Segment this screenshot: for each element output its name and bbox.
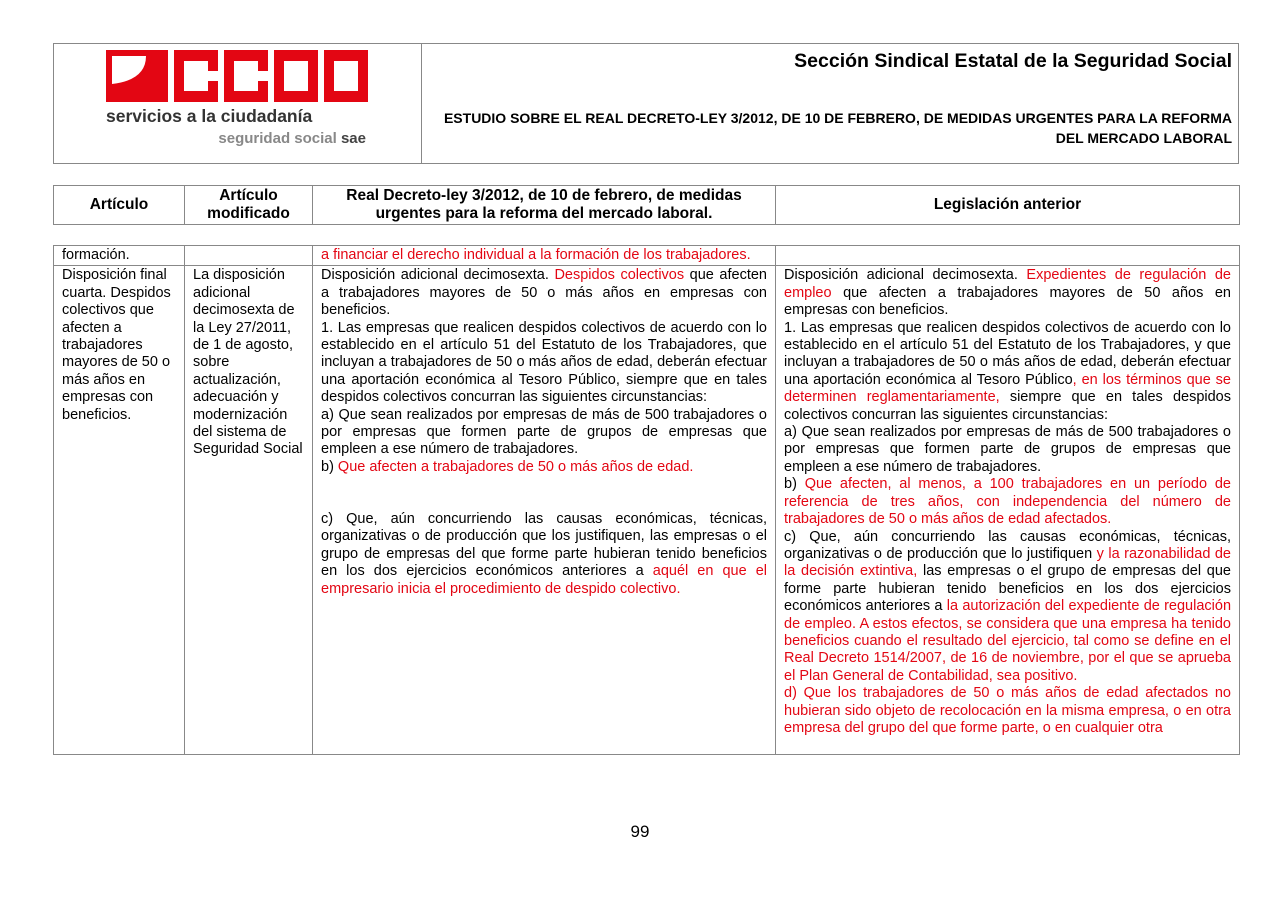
paragraph: b) Que afecten a trabajadores de 50 o más años de edad. bbox=[321, 458, 694, 475]
spacer bbox=[321, 476, 767, 511]
title-cell bbox=[422, 44, 1238, 163]
col-header-legislacion-anterior: Legislación anterior bbox=[776, 186, 1240, 225]
paragraph: 1. Las empresas que realicen despidos colectivos de acuerdo con lo establecido en el artículo 51 del Estatuto de los Trabajadores, que incluyan a trabajadores de 50 o más años de edad, deberán efectuar una aportación económica al Tesoro Público, siempre que en tales despidos colectivos concurran las siguientes circunstancias: bbox=[321, 319, 767, 406]
page-number: 99 bbox=[630, 822, 650, 841]
paragraph: d) Que los trabajadores de 50 o más años de edad afectados no hubieran sido objeto de recolocación en la misma empresa, o en otra empresa del grupo del que forme parte, o en cualquier otra bbox=[784, 685, 1231, 736]
logo-letter-c2-icon bbox=[224, 50, 268, 102]
logo-letters bbox=[174, 50, 368, 102]
org-title: Sección Sindical Estatal de la Seguridad Social bbox=[794, 50, 1232, 72]
logo-letter-c1-icon bbox=[174, 50, 218, 102]
document-header bbox=[53, 43, 1239, 164]
table-row bbox=[54, 246, 1240, 266]
cell-real-decreto bbox=[313, 266, 776, 755]
logo-tagline: servicios a la ciudadanía bbox=[106, 106, 313, 126]
col-header-articulo: Artículo bbox=[54, 186, 185, 225]
cell-articulo-modificado: La disposición adicional decimosexta de la Ley 27/2011, de 1 de agosto, sobre actualización, adecuación y modernización del sistema de Seguridad Social bbox=[185, 266, 313, 755]
paragraph: b) Que afecten, al menos, a 100 trabajadores en un período de referencia de tres años, con independencia del número de trabajadores de 50 o más años de edad afectados. bbox=[784, 476, 1231, 528]
paragraph: Disposición adicional decimosexta. Expedientes de regulación de empleo que afecten a trabajadores mayores de 50 años en empresas con beneficios. bbox=[784, 267, 1231, 319]
cell-articulo: Disposición final cuarta. Despidos colectivos que afecten a trabajadores mayores de 50 o más años en empresas con beneficios. bbox=[54, 266, 185, 755]
logo-letter-o2-icon bbox=[324, 50, 368, 102]
cell-legislacion-anterior bbox=[776, 266, 1240, 755]
col-header-articulo-modificado: Artículo modificado bbox=[185, 186, 313, 225]
logo-letter-o1-icon bbox=[274, 50, 318, 102]
study-title: ESTUDIO SOBRE EL REAL DECRETO-LEY 3/2012, DE 10 DE FEBRERO, DE MEDIDAS URGENTES PARA LA REFORMA DEL MERCADO LABORAL bbox=[443, 110, 1232, 146]
ccoo-logo bbox=[106, 50, 368, 150]
paragraph: 1. Las empresas que realicen despidos colectivos de acuerdo con lo establecido en el artículo 51 del Estatuto de los Trabajadores, y que incluyan a trabajadores de 50 o más años de edad, deberán efectuar una aportación económica al Tesoro Público, en los términos que se determinen reglamentariamente, siempre que en tales despidos colectivos concurran las siguientes circunstancias: bbox=[784, 319, 1231, 423]
paragraph: c) Que, aún concurriendo las causas económicas, técnicas, organizativas o de producción que lo justifiquen y la razonabilidad de la decisión extintiva, las empresas o el grupo de empresas del que forme parte hubieran tenido beneficios en los dos ejercicios económicos anteriores a la autorización del expediente de regulación de empleo. A estos efectos, se considera que una empresa ha tenido beneficios cuando el resultado del ejercicio, tal como se define en el Real Decreto 1514/2007, de 16 de noviembre, por el que se aprueba el Plan General de Contabilidad, sea positivo. bbox=[784, 528, 1232, 684]
cell-legislacion-anterior bbox=[776, 246, 1240, 266]
column-header-table bbox=[53, 185, 1240, 225]
logo-subtagline: seguridad social sae bbox=[218, 130, 366, 147]
paragraph: a) Que sean realizados por empresas de más de 500 trabajadores o por empresas que formen parte de grupos de empresas que empleen a ese número de trabajadores. bbox=[321, 406, 767, 458]
paragraph: c) Que, aún concurriendo las causas económicas, técnicas, organizativas o de producción que los justifiquen, las empresas o el grupo de empresas del que forme parte hubieran tenido beneficios en los dos ejercicios económicos anteriores a aquél en que el empresario inicia el procedimiento de despido colectivo. bbox=[321, 511, 768, 597]
logo-cell bbox=[54, 44, 422, 163]
table-row bbox=[54, 266, 1240, 755]
col-header-real-decreto: Real Decreto-ley 3/2012, de 10 de febrero, de medidas urgentes para la reforma del mercado laboral. bbox=[313, 186, 776, 225]
cell-articulo-modificado bbox=[185, 246, 313, 266]
paragraph: Disposición adicional decimosexta. Despidos colectivos que afecten a trabajadores mayores de 50 o más años en empresas con beneficios. bbox=[321, 267, 767, 319]
paragraph: a) Que sean realizados por empresas de más de 500 trabajadores o por empresas que formen parte de grupos de empresas que empleen a ese número de trabajadores. bbox=[784, 424, 1231, 475]
cell-articulo: formación. bbox=[54, 246, 185, 266]
logo-mark-icon bbox=[106, 50, 168, 102]
cell-real-decreto: a financiar el derecho individual a la formación de los trabajadores. bbox=[313, 246, 776, 266]
comparison-table bbox=[53, 245, 1240, 755]
